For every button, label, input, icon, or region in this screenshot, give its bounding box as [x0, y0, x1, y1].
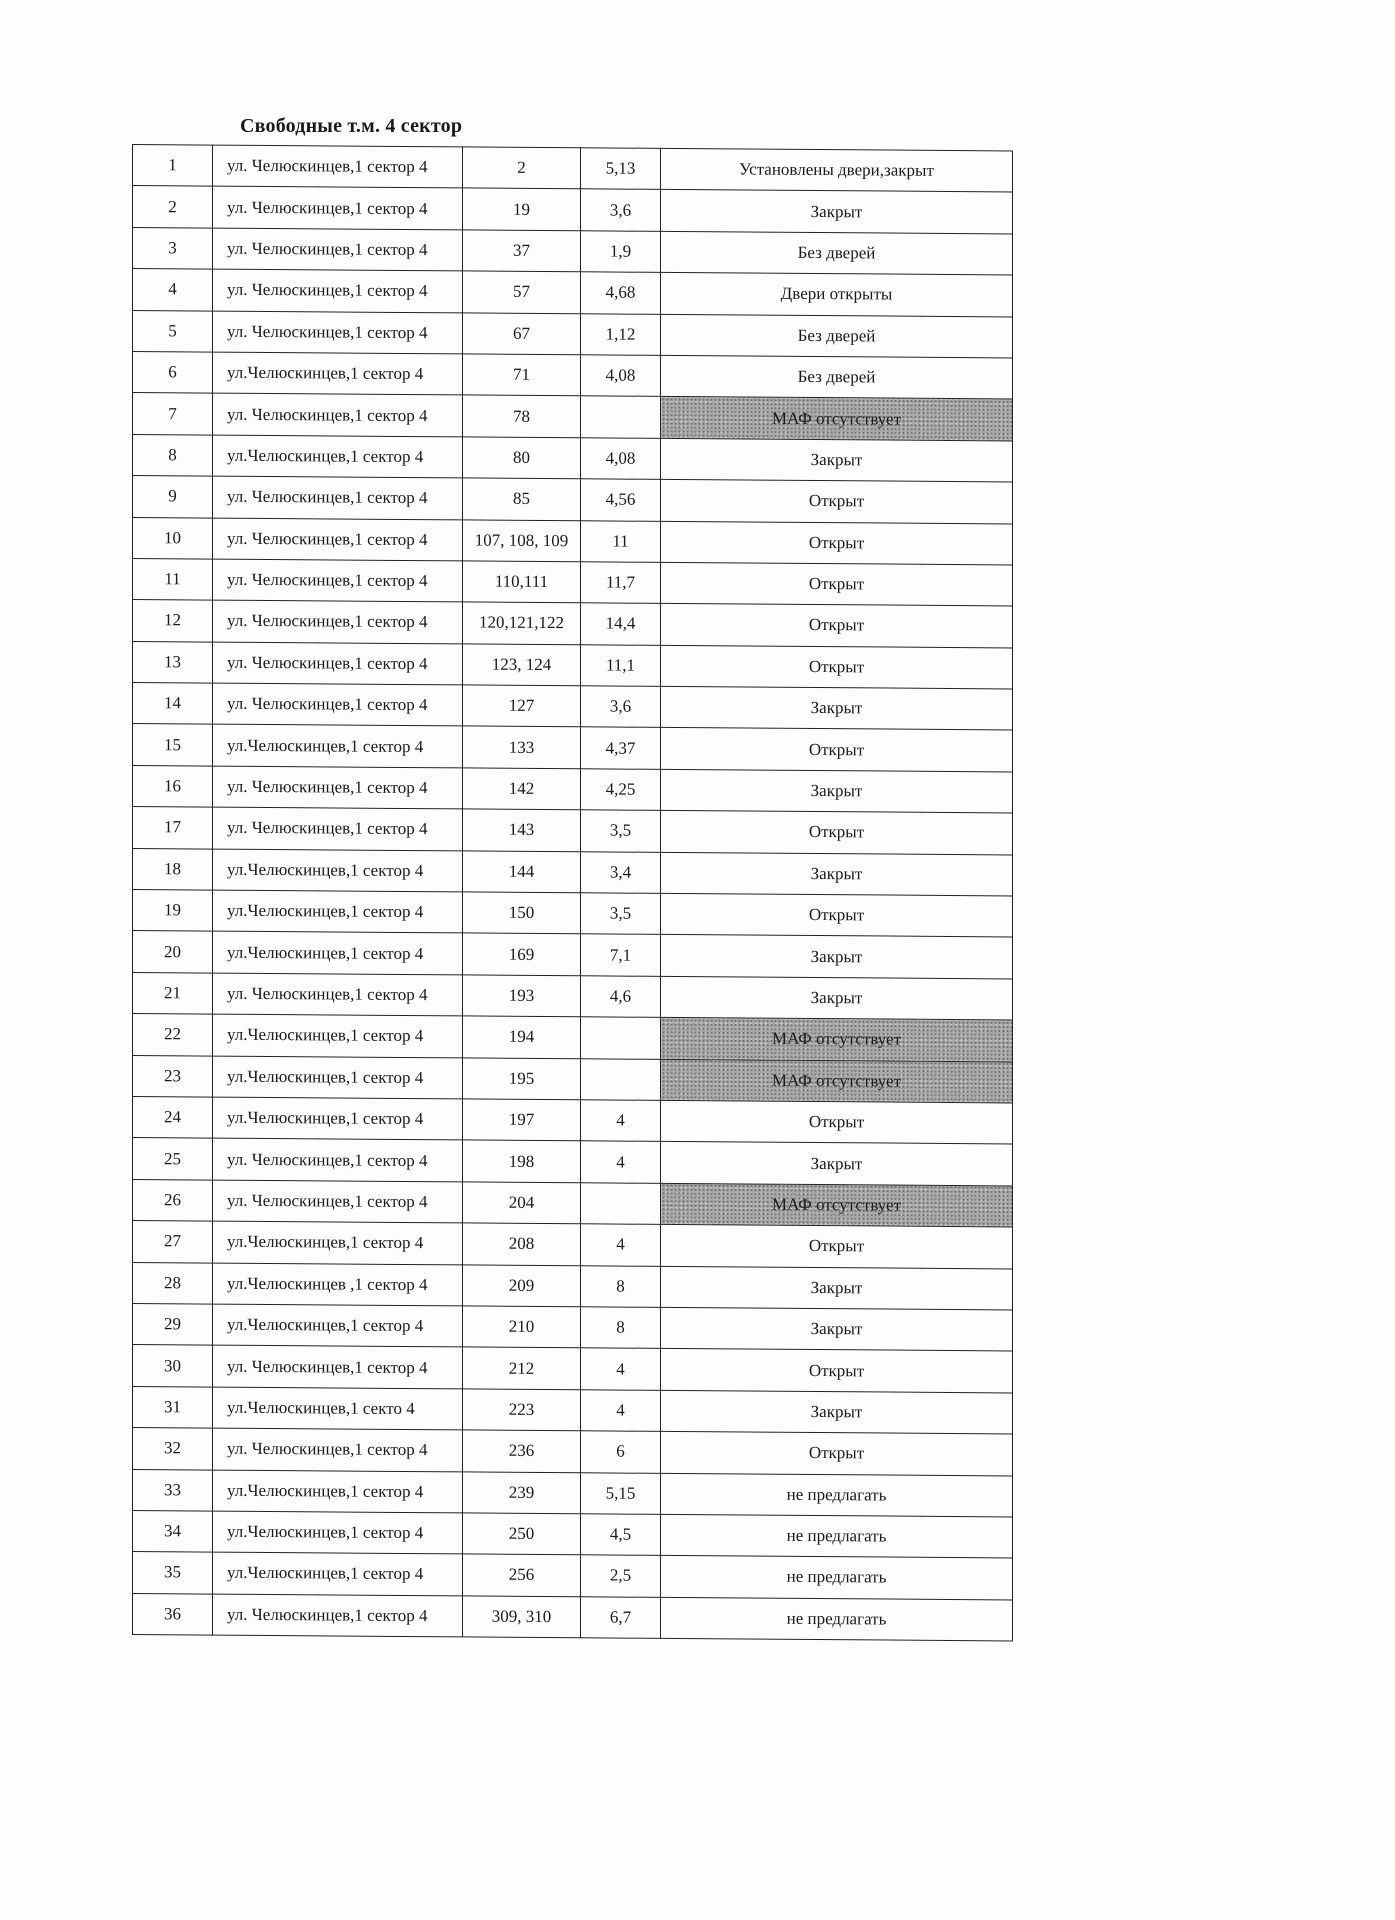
area-cell: 14,4: [581, 603, 661, 645]
address-cell: ул.Челюскинцев,1 сектор 4: [213, 1552, 463, 1595]
row-number-cell: 19: [133, 890, 213, 932]
row-number-cell: 11: [133, 558, 213, 600]
area-cell: 4: [581, 1141, 661, 1183]
area-cell: 4,68: [581, 272, 661, 314]
area-cell: 5,13: [581, 148, 661, 190]
address-cell: ул. Челюскинцев,1 сектор 4: [213, 518, 463, 561]
address-cell: ул.Челюскинцев,1 сектор 4: [213, 1304, 463, 1347]
area-cell: 3,5: [581, 893, 661, 935]
place-number-cell: 78: [463, 395, 581, 437]
place-number-cell: 143: [463, 809, 581, 851]
place-number-cell: 169: [463, 933, 581, 975]
status-cell: Открыт: [661, 811, 1013, 855]
free-places-table: [132, 144, 1013, 1642]
place-number-cell: 223: [463, 1389, 581, 1431]
table-row: [133, 269, 1013, 317]
row-number-cell: 7: [133, 393, 213, 435]
area-cell: 1,12: [581, 313, 661, 355]
area-cell: 8: [581, 1307, 661, 1349]
status-cell: Закрыт: [661, 1307, 1013, 1351]
status-cell: МАФ отсутствует: [661, 1059, 1013, 1103]
area-cell: 6,7: [581, 1596, 661, 1638]
table-row: [133, 765, 1013, 813]
table-row: [133, 724, 1013, 772]
status-cell: МАФ отсутствует: [661, 397, 1013, 441]
status-cell: Открыт: [661, 521, 1013, 565]
address-cell: ул.Челюскинцев,1 сектор 4: [213, 1056, 463, 1099]
address-cell: ул.Челюскинцев,1 сектор 4: [213, 1097, 463, 1140]
area-cell: 4,37: [581, 727, 661, 769]
area-cell: 4,25: [581, 769, 661, 811]
status-cell: Закрыт: [661, 686, 1013, 730]
place-number-cell: 71: [463, 354, 581, 396]
address-cell: ул.Челюскинцев,1 сектор 4: [213, 1470, 463, 1513]
place-number-cell: 127: [463, 685, 581, 727]
row-number-cell: 36: [133, 1593, 213, 1635]
place-number-cell: 19: [463, 188, 581, 230]
area-cell: 3,4: [581, 851, 661, 893]
table-row: [133, 1593, 1013, 1641]
page-title: Свободные т.м. 4 сектор: [240, 115, 463, 137]
address-cell: ул.Челюскинцев,1 сектор 4: [213, 1014, 463, 1057]
place-number-cell: 150: [463, 892, 581, 934]
place-number-cell: 195: [463, 1058, 581, 1100]
status-cell: Открыт: [661, 1225, 1013, 1269]
address-cell: ул. Челюскинцев,1 сектор 4: [213, 228, 463, 271]
row-number-cell: 29: [133, 1303, 213, 1345]
table-row: [133, 393, 1013, 441]
address-cell: ул.Челюскинцев,1 сектор 4: [213, 1511, 463, 1554]
row-number-cell: 35: [133, 1552, 213, 1594]
row-number-cell: 25: [133, 1138, 213, 1180]
status-cell: Закрыт: [661, 769, 1013, 813]
table-row: [133, 186, 1013, 234]
address-cell: ул. Челюскинцев,1 сектор 4: [213, 600, 463, 643]
table-row: [133, 558, 1013, 606]
area-cell: 4,5: [581, 1514, 661, 1556]
table-row: [133, 972, 1013, 1020]
address-cell: ул.Челюскинцев ,1 сектор 4: [213, 1263, 463, 1306]
address-cell: ул. Челюскинцев,1 сектор 4: [213, 807, 463, 850]
address-cell: ул. Челюскинцев,1 сектор 4: [213, 145, 463, 188]
status-cell: Закрыт: [661, 852, 1013, 896]
address-cell: ул. Челюскинцев,1 сектор 4: [213, 1428, 463, 1471]
status-cell: Открыт: [661, 604, 1013, 648]
area-cell: [581, 1183, 661, 1225]
address-cell: ул.Челюскинцев,1 сектор 4: [213, 890, 463, 933]
place-number-cell: 107, 108, 109: [463, 519, 581, 561]
table-body: [133, 145, 1013, 1642]
address-cell: ул. Челюскинцев,1 сектор 4: [213, 766, 463, 809]
address-cell: ул.Челюскинцев,1 сектор 4: [213, 1221, 463, 1264]
area-cell: 11,7: [581, 562, 661, 604]
area-cell: [581, 1058, 661, 1100]
status-cell: не предлагать: [661, 1556, 1013, 1600]
place-number-cell: 2: [463, 147, 581, 189]
row-number-cell: 3: [133, 227, 213, 269]
row-number-cell: 27: [133, 1221, 213, 1263]
row-number-cell: 24: [133, 1096, 213, 1138]
table-row: [133, 310, 1013, 358]
area-cell: 2,5: [581, 1555, 661, 1597]
status-cell: Открыт: [661, 1100, 1013, 1144]
place-number-cell: 309, 310: [463, 1596, 581, 1638]
table-row: [133, 351, 1013, 399]
place-number-cell: 194: [463, 1016, 581, 1058]
table-row: [133, 227, 1013, 275]
area-cell: 3,5: [581, 810, 661, 852]
table-row: [133, 1014, 1013, 1062]
area-cell: 4: [581, 1390, 661, 1432]
place-number-cell: 37: [463, 230, 581, 272]
address-cell: ул. Челюскинцев,1 сектор 4: [213, 311, 463, 354]
table-row: [133, 807, 1013, 855]
table-row: [133, 476, 1013, 524]
table-row: [133, 434, 1013, 482]
area-cell: 6: [581, 1431, 661, 1473]
status-cell: не предлагать: [661, 1473, 1013, 1517]
status-cell: не предлагать: [661, 1597, 1013, 1641]
area-cell: 4: [581, 1348, 661, 1390]
row-number-cell: 22: [133, 1014, 213, 1056]
area-cell: 5,15: [581, 1472, 661, 1514]
table-row: [133, 1552, 1013, 1600]
address-cell: ул. Челюскинцев,1 сектор 4: [213, 1180, 463, 1223]
table-row: [133, 517, 1013, 565]
status-cell: Открыт: [661, 728, 1013, 772]
address-cell: ул.Челюскинцев,1 сектор 4: [213, 849, 463, 892]
address-cell: ул. Челюскинцев,1 сектор 4: [213, 186, 463, 229]
status-cell: Закрыт: [661, 935, 1013, 979]
place-number-cell: 197: [463, 1099, 581, 1141]
status-cell: Двери открыты: [661, 273, 1013, 317]
table-row: [133, 683, 1013, 731]
table-row: [133, 1345, 1013, 1393]
status-cell: не предлагать: [661, 1514, 1013, 1558]
row-number-cell: 28: [133, 1262, 213, 1304]
row-number-cell: 5: [133, 310, 213, 352]
status-cell: Закрыт: [661, 1142, 1013, 1186]
area-cell: 4,08: [581, 355, 661, 397]
place-number-cell: 239: [463, 1471, 581, 1513]
area-cell: 8: [581, 1265, 661, 1307]
place-number-cell: 250: [463, 1513, 581, 1555]
status-cell: Открыт: [661, 1349, 1013, 1393]
table-row: [133, 1262, 1013, 1310]
row-number-cell: 26: [133, 1179, 213, 1221]
place-number-cell: 236: [463, 1430, 581, 1472]
row-number-cell: 18: [133, 848, 213, 890]
address-cell: ул. Челюскинцев,1 сектор 4: [213, 476, 463, 519]
table-row: [133, 1510, 1013, 1558]
table-row: [133, 1386, 1013, 1434]
address-cell: ул. Челюскинцев,1 сектор 4: [213, 393, 463, 436]
row-number-cell: 32: [133, 1428, 213, 1470]
status-cell: Установлены двери,закрыт: [661, 148, 1013, 192]
status-cell: Без дверей: [661, 231, 1013, 275]
place-number-cell: 80: [463, 437, 581, 479]
place-number-cell: 120,121,122: [463, 602, 581, 644]
table-row: [133, 1221, 1013, 1269]
place-number-cell: 123, 124: [463, 644, 581, 686]
area-cell: 4: [581, 1100, 661, 1142]
row-number-cell: 33: [133, 1469, 213, 1511]
status-cell: Закрыт: [661, 976, 1013, 1020]
address-cell: ул. Челюскинцев,1 сектор 4: [213, 269, 463, 312]
row-number-cell: 21: [133, 972, 213, 1014]
address-cell: ул.Челюскинцев,1 сектор 4: [213, 435, 463, 478]
area-cell: [581, 396, 661, 438]
row-number-cell: 23: [133, 1055, 213, 1097]
status-cell: Открыт: [661, 1431, 1013, 1475]
table-row: [133, 1469, 1013, 1517]
place-number-cell: 256: [463, 1554, 581, 1596]
address-cell: ул. Челюскинцев,1 сектор 4: [213, 1345, 463, 1388]
place-number-cell: 67: [463, 312, 581, 354]
place-number-cell: 204: [463, 1182, 581, 1224]
address-cell: ул. Челюскинцев,1 сектор 4: [213, 642, 463, 685]
row-number-cell: 2: [133, 186, 213, 228]
address-cell: ул. Челюскинцев,1 сектор 4: [213, 683, 463, 726]
row-number-cell: 34: [133, 1510, 213, 1552]
table-row: [133, 145, 1013, 193]
area-cell: 4,6: [581, 976, 661, 1018]
area-cell: 11: [581, 520, 661, 562]
address-cell: ул.Челюскинцев,1 сектор 4: [213, 725, 463, 768]
status-cell: Открыт: [661, 479, 1013, 523]
table-row: [133, 890, 1013, 938]
row-number-cell: 10: [133, 517, 213, 559]
area-cell: 7,1: [581, 934, 661, 976]
status-cell: МАФ отсутствует: [661, 1183, 1013, 1227]
area-cell: 1,9: [581, 231, 661, 273]
row-number-cell: 17: [133, 807, 213, 849]
row-number-cell: 13: [133, 641, 213, 683]
status-cell: Закрыт: [661, 1390, 1013, 1434]
address-cell: ул. Челюскинцев,1 сектор 4: [213, 1594, 463, 1637]
area-cell: 4,08: [581, 438, 661, 480]
place-number-cell: 133: [463, 726, 581, 768]
status-cell: Открыт: [661, 562, 1013, 606]
status-cell: Без дверей: [661, 314, 1013, 358]
row-number-cell: 30: [133, 1345, 213, 1387]
table-row: [133, 931, 1013, 979]
row-number-cell: 9: [133, 476, 213, 518]
table-row: [133, 1096, 1013, 1144]
row-number-cell: 15: [133, 724, 213, 766]
status-cell: Закрыт: [661, 190, 1013, 234]
row-number-cell: 4: [133, 269, 213, 311]
place-number-cell: 209: [463, 1264, 581, 1306]
row-number-cell: 1: [133, 145, 213, 187]
table-row: [133, 1055, 1013, 1103]
status-cell: МАФ отсутствует: [661, 1018, 1013, 1062]
status-cell: Закрыт: [661, 1266, 1013, 1310]
place-number-cell: 142: [463, 768, 581, 810]
address-cell: ул. Челюскинцев,1 сектор 4: [213, 559, 463, 602]
place-number-cell: 210: [463, 1306, 581, 1348]
place-number-cell: 85: [463, 478, 581, 520]
address-cell: ул. Челюскинцев,1 сектор 4: [213, 973, 463, 1016]
place-number-cell: 212: [463, 1347, 581, 1389]
row-number-cell: 14: [133, 683, 213, 725]
area-cell: [581, 1017, 661, 1059]
area-cell: 11,1: [581, 644, 661, 686]
table-row: [133, 641, 1013, 689]
row-number-cell: 31: [133, 1386, 213, 1428]
area-cell: 4: [581, 1224, 661, 1266]
status-cell: Без дверей: [661, 355, 1013, 399]
area-cell: 3,6: [581, 189, 661, 231]
status-cell: Открыт: [661, 893, 1013, 937]
address-cell: ул.Челюскинцев,1 сектор 4: [213, 352, 463, 395]
area-cell: 3,6: [581, 686, 661, 728]
table-row: [133, 1179, 1013, 1227]
row-number-cell: 12: [133, 600, 213, 642]
place-number-cell: 198: [463, 1140, 581, 1182]
table-row: [133, 1138, 1013, 1186]
table-row: [133, 1303, 1013, 1351]
status-cell: Открыт: [661, 645, 1013, 689]
place-number-cell: 110,111: [463, 561, 581, 603]
table-row: [133, 600, 1013, 648]
place-number-cell: 57: [463, 271, 581, 313]
row-number-cell: 20: [133, 931, 213, 973]
address-cell: ул. Челюскинцев,1 сектор 4: [213, 1138, 463, 1181]
address-cell: ул.Челюскинцев,1 секто 4: [213, 1387, 463, 1430]
area-cell: 4,56: [581, 479, 661, 521]
status-cell: Закрыт: [661, 438, 1013, 482]
row-number-cell: 8: [133, 434, 213, 476]
table-row: [133, 848, 1013, 896]
row-number-cell: 6: [133, 351, 213, 393]
place-number-cell: 208: [463, 1223, 581, 1265]
place-number-cell: 193: [463, 975, 581, 1017]
address-cell: ул.Челюскинцев,1 сектор 4: [213, 932, 463, 975]
table-row: [133, 1428, 1013, 1476]
row-number-cell: 16: [133, 765, 213, 807]
place-number-cell: 144: [463, 851, 581, 893]
